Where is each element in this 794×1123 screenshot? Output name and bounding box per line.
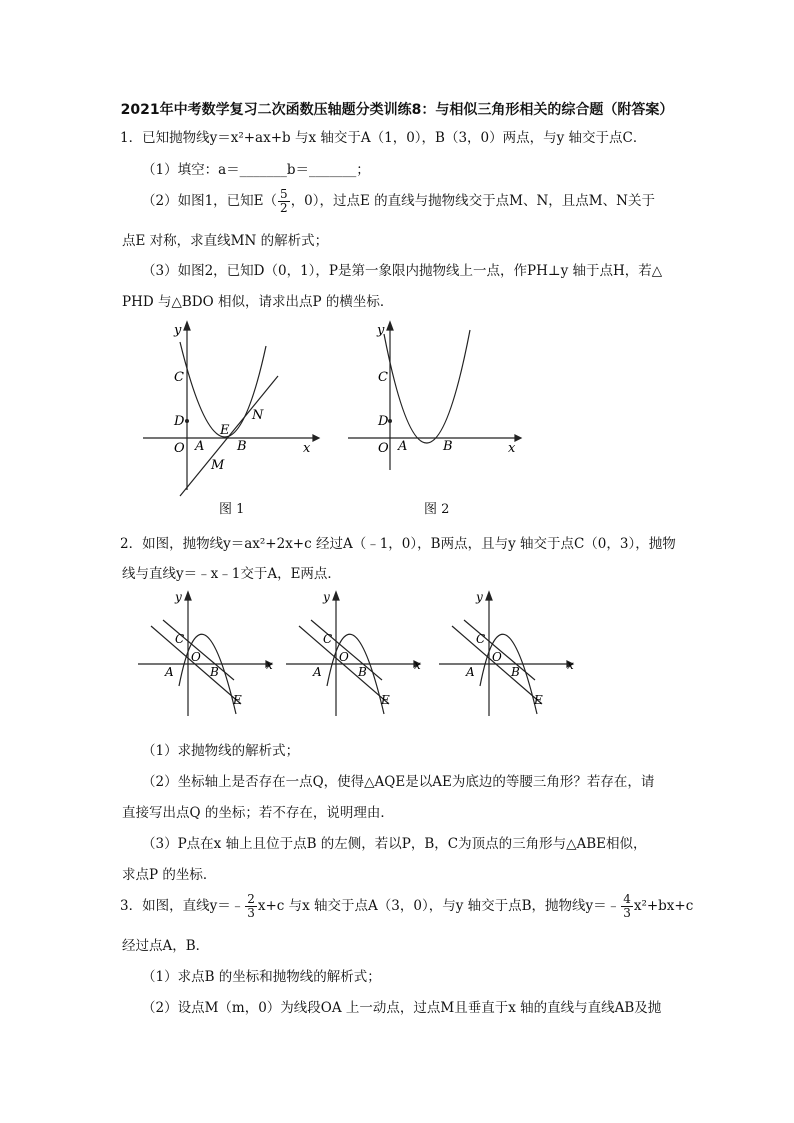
label-a: A xyxy=(165,665,174,679)
fraction-4-3: $\frac{4}{3}$ xyxy=(623,892,631,920)
label-e: E xyxy=(220,423,230,438)
label-o: O xyxy=(378,441,389,456)
label-y: y xyxy=(174,323,182,338)
y-axis-arrow xyxy=(333,592,339,600)
label-b: B xyxy=(358,665,367,679)
label-c: C xyxy=(323,632,333,646)
x-axis-arrow xyxy=(313,435,319,441)
label-o: O xyxy=(339,650,349,664)
label-x: x xyxy=(508,441,516,456)
label-c: C xyxy=(175,632,185,646)
point-d-dot xyxy=(185,419,189,423)
label-y: y xyxy=(377,323,385,338)
label-o: O xyxy=(492,650,502,664)
point-d-dot xyxy=(388,419,392,423)
problem-3-q2: （2）设点M（m，0）为线段OA 上一动点，过点M且垂直于x 轴的直线与直线AB及抛 xyxy=(142,1000,662,1016)
problem-3-stem-cont: 经过点A，B． xyxy=(122,938,210,954)
figure-2-caption: 图 2 xyxy=(424,502,450,517)
problem-1-stem: 1．已知抛物线y＝x²+ax+b 与x 轴交于A（1，0），B（3，0）两点，与y 轴交于点C． xyxy=(120,130,647,146)
figure-1-caption: 图 1 xyxy=(219,502,245,517)
label-e: E xyxy=(381,693,390,707)
problem-1-q1: （1）填空：a＝_______b＝_______； xyxy=(142,162,370,178)
y-axis-arrow xyxy=(387,322,393,330)
label-b: B xyxy=(237,439,247,454)
label-a: A xyxy=(398,439,408,454)
problem-1-q3: （3）如图2，已知D（0，1），P是第一象限内抛物线上一点，作PH⊥y 轴于点H，若△ xyxy=(142,263,663,279)
problem-1-q2-cont: 点E 对称，求直线MN 的解析式； xyxy=(122,233,329,249)
page-title: 2021年中考数学复习二次函数压轴题分类训练8：与相似三角形相关的综合题（附答案） xyxy=(120,102,674,118)
label-x: x xyxy=(567,658,574,672)
label-b: B xyxy=(443,439,453,454)
problem-3-q1: （1）求点B 的坐标和抛物线的解析式； xyxy=(142,969,381,985)
label-d: D xyxy=(378,414,389,429)
label-d: D xyxy=(174,414,185,429)
problem-1-q2: （2）如图1，已知E（ $\frac{5}{2}$ ，0），过点E 的直线与抛物线交于点M、N，且点M、N关于 xyxy=(142,187,655,215)
figure-p2-a xyxy=(135,586,285,718)
figure-1 xyxy=(135,318,325,500)
label-a: A xyxy=(313,665,322,679)
y-axis-arrow xyxy=(184,322,190,330)
label-m: M xyxy=(211,458,225,473)
problem-2-q3: （3）P点在x 轴上且位于点B 的左侧，若以P，B，C为顶点的三角形与△ABE相似， xyxy=(142,836,647,852)
problem-2-stem-cont: 线与直线y＝﹣x﹣1交于A，E两点． xyxy=(122,566,341,582)
label-a: A xyxy=(466,665,475,679)
label-b: B xyxy=(210,665,219,679)
label-b: B xyxy=(511,665,520,679)
fraction-5-2: $\frac{5}{2}$ xyxy=(280,187,288,215)
x-axis-arrow xyxy=(515,435,521,441)
label-x: x xyxy=(414,658,421,672)
y-axis-arrow xyxy=(486,592,492,600)
fraction-2-3: $\frac{2}{3}$ xyxy=(247,892,255,920)
figure-p2-c xyxy=(436,586,586,718)
label-o: O xyxy=(191,650,201,664)
label-y: y xyxy=(476,590,483,604)
label-y: y xyxy=(175,590,182,604)
label-c: C xyxy=(378,370,388,385)
figure-2 xyxy=(340,318,530,478)
problem-2-q2: （2）坐标轴上是否存在一点Q，使得△AQE是以AE为底边的等腰三角形？若存在，请 xyxy=(142,774,655,790)
problem-1-q3-cont: PHD 与△BDO 相似，请求出点P 的横坐标． xyxy=(122,294,394,310)
label-n: N xyxy=(252,408,264,423)
problem-2-q1: （1）求抛物线的解析式； xyxy=(142,743,300,759)
problem-2-q3-cont: 求点P 的坐标． xyxy=(122,867,217,883)
label-c: C xyxy=(174,370,184,385)
label-e: E xyxy=(534,693,543,707)
figure-p2-b xyxy=(283,586,433,718)
problem-2-stem: 2．如图，抛物线y＝ax²+2x+c 经过A（﹣1，0），B两点，且与y 轴交于点C（0，3），抛物 xyxy=(120,536,676,552)
problem-2-q2-cont: 直接写出点Q 的坐标；若不存在，说明理由． xyxy=(122,805,394,821)
label-y: y xyxy=(323,590,330,604)
label-a: A xyxy=(195,439,205,454)
label-o: O xyxy=(174,441,185,456)
y-axis-arrow xyxy=(185,592,191,600)
problem-3-stem: 3．如图，直线y＝﹣ $\frac{2}{3}$ x+c 与x 轴交于点A（3，0），与y 轴交于点B，抛物线y＝﹣ $\frac{4}{3}$ x²+bx+c xyxy=(120,892,694,920)
label-x: x xyxy=(303,441,311,456)
label-x: x xyxy=(266,658,273,672)
label-c: C xyxy=(476,632,486,646)
label-e: E xyxy=(233,693,242,707)
parabola xyxy=(384,330,470,443)
